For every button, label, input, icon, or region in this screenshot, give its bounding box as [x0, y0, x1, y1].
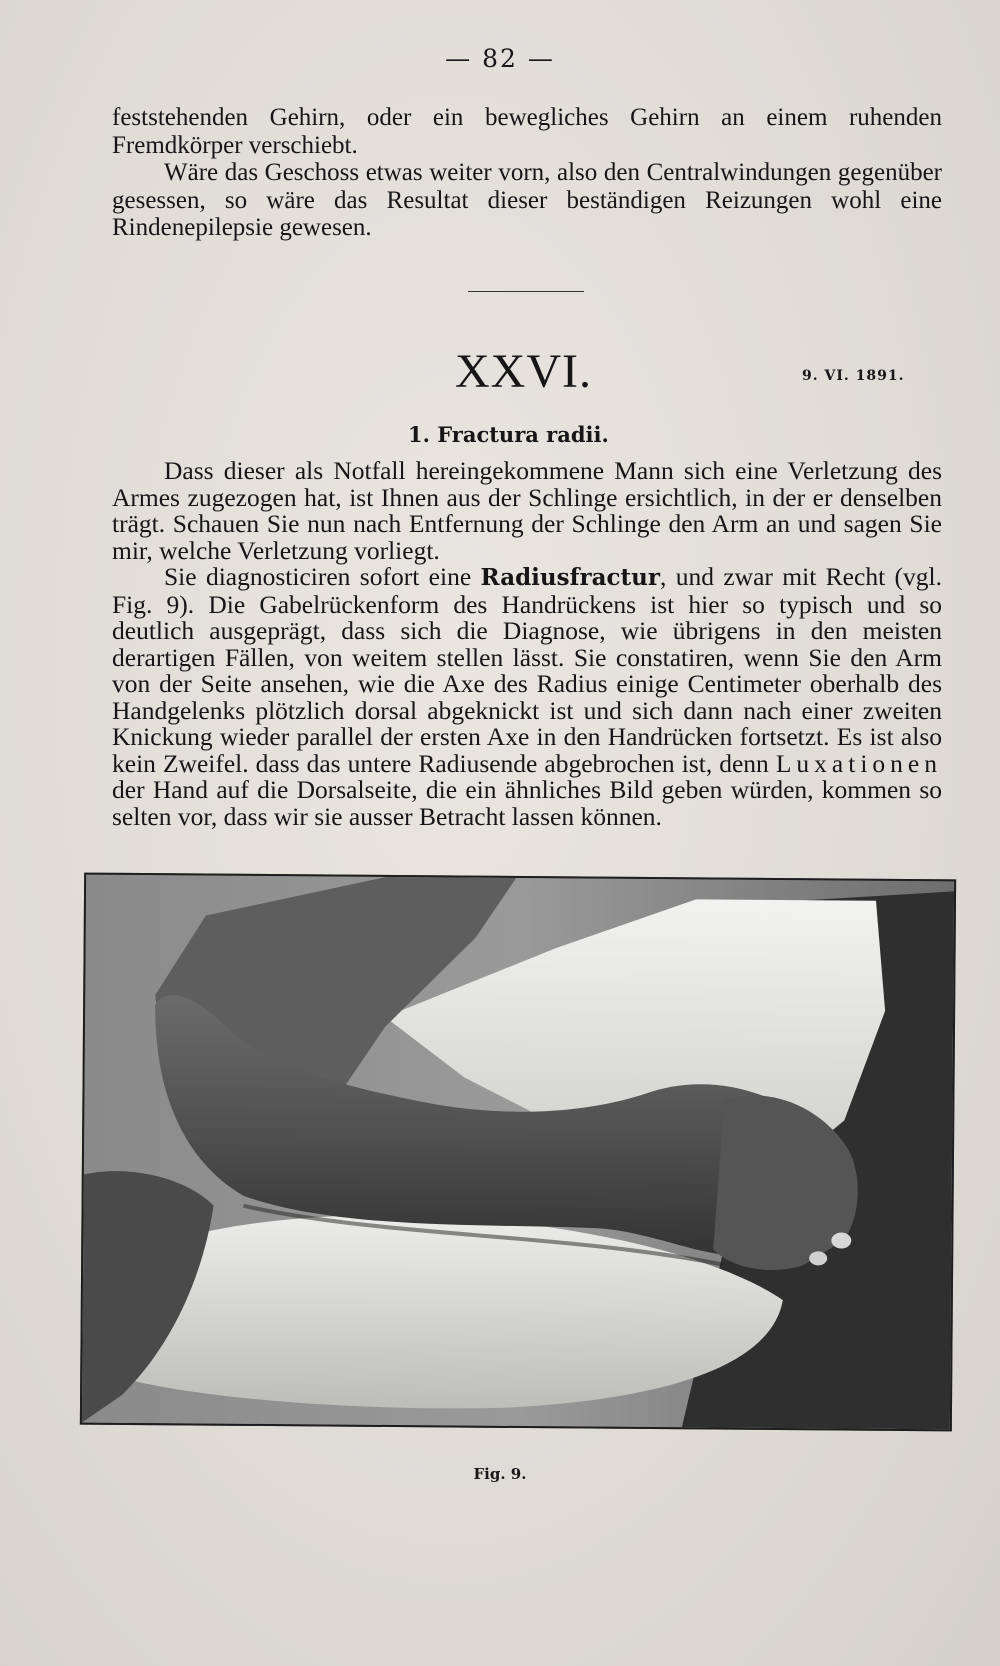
section-title: XXVI. — [455, 345, 592, 398]
figure-caption: Fig. 9. — [473, 1465, 527, 1483]
body-paragraph-1: Dass dieser als Notfall hereingekommene Mann sich eine Verletzung des Armes zugezogen hat, ist Ihnen aus der Schlinge ersichtlich, in der er denselben trägt. Schauen Sie nun nach Entfernung der Schlinge den Arm an und sagen Sie mir, welche Verletzung vorliegt. — [112, 456, 942, 565]
continuation-line: feststehenden Gehirn, oder ein bewegliches Gehirn an einem ruhenden Fremdkörper verschiebt. — [112, 104, 942, 159]
body-paragraph-2-part-c: der Hand auf die Dorsalseite, die ein ähnliches Bild geben würden, kommen so selten vor, dass wir sie ausser Betracht lassen können. — [112, 775, 942, 831]
subsection-heading: 1. Fractura radii. — [408, 422, 609, 447]
continuation-paragraph: Wäre das Geschoss etwas weiter vorn, also den Centralwindungen gegenüber gesessen, so wäre das Resultat dieser beständigen Reizungen wohl eine Rindenepilepsie gewesen. — [112, 159, 942, 241]
section-date: 9. VI. 1891. — [802, 368, 905, 384]
body-text — [112, 458, 942, 830]
radiusfractur-bold: Radiusfractur — [480, 564, 660, 591]
body-paragraph-2-part-a: Sie diagnosticiren sofort eine — [164, 562, 481, 591]
page-number: — 82 — — [445, 44, 555, 73]
continuation-text — [112, 104, 942, 242]
body-paragraph-2-part-b: , und zwar mit Recht (vgl. Fig. 9). Die Gabelrückenform des Handrückens ist hier so typisch und so deutlich ausgeprägt, dass sich die Diagnose, wie übrigens in den meisten derartigen Fällen, von weitem stellen lässt. Sie constatiren, wenn Sie den Arm von der Seite ansehen, wie die Axe des Radius einige Centimeter oberhalb des Handgelenks plötzlich dorsal abgeknickt ist und sich dann nach einer zweiten Knickung wieder parallel der ersten Axe in den Handrücken fortsetzt. Es ist also kein Zweifel. dass das untere Radiusende abgebrochen ist, denn — [112, 562, 942, 778]
section-divider — [468, 291, 584, 292]
luxationen-spaced: Luxationen — [775, 748, 942, 778]
body-paragraph-2 — [112, 564, 942, 830]
figure-photograph — [80, 873, 956, 1432]
forearm-fracture-photo — [82, 875, 954, 1430]
